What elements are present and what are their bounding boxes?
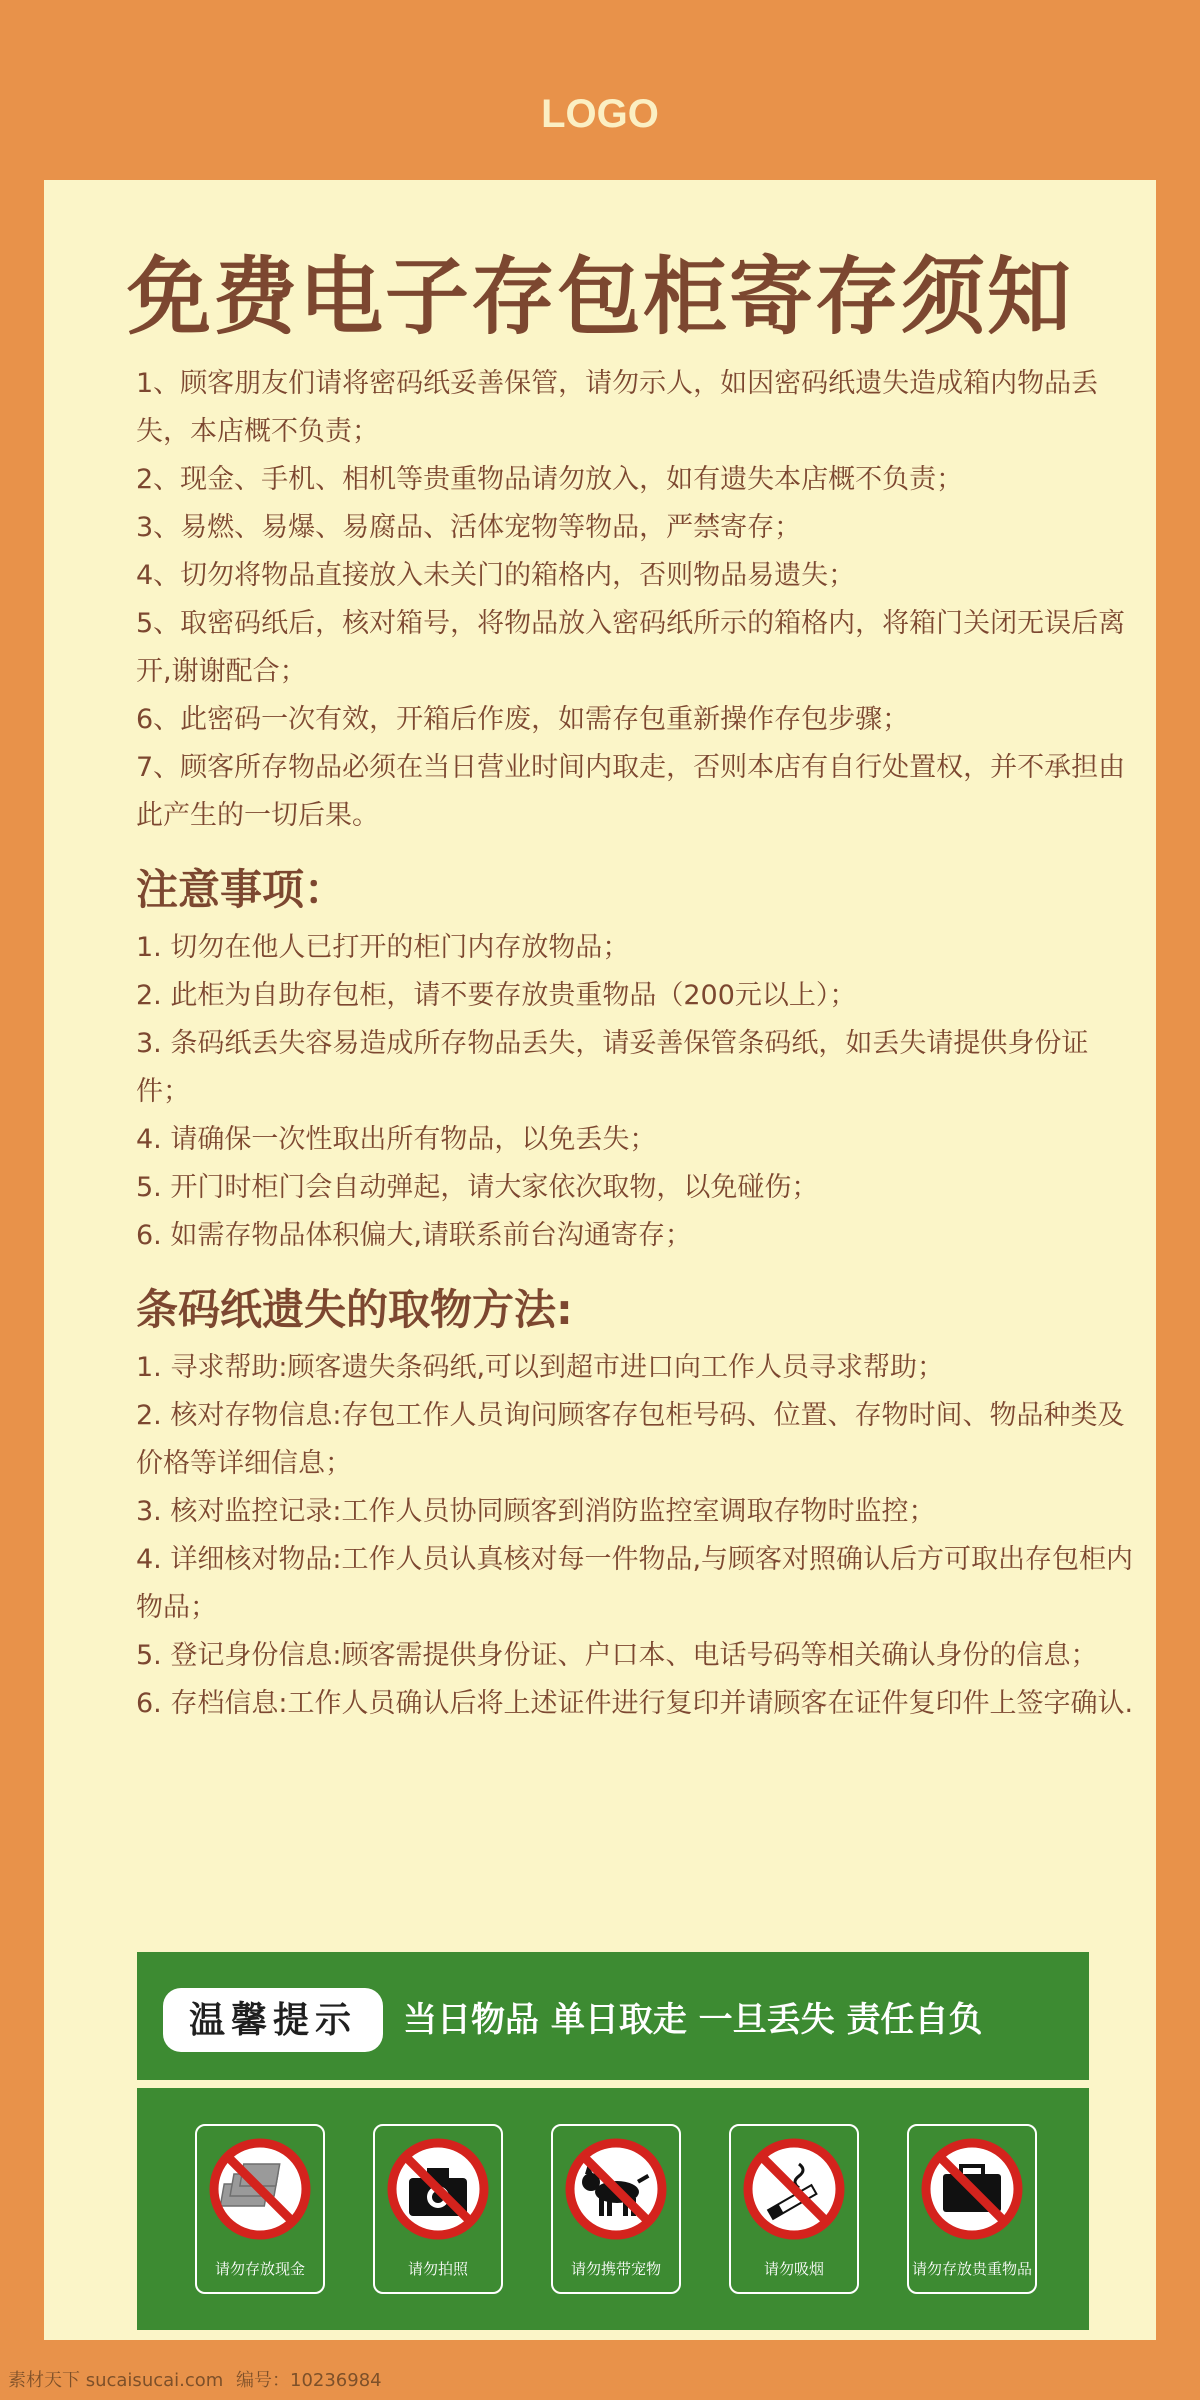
method-item: 3. 核对监控记录:工作人员协同顾客到消防监控室调取存物时监控； [136,1496,936,1527]
divider [137,2080,1089,2088]
notice-item: 4. 请确保一次性取出所有物品，以免丢失； [136,1124,657,1155]
rule-item: 7、顾客所存物品必须在当日营业时间内取走，否则本店有自行处置权，并不承担由此产生的一切后果。 [136,752,1126,831]
icon-label: 请勿吸烟 [763,2260,824,2278]
notice-item: 2. 此柜为自助存包柜，请不要存放贵重物品（200元以上）； [136,980,857,1011]
prohibition-icons [137,2088,1089,2330]
method-item: 2. 核对存物信息:存包工作人员询问顾客存包柜号码、位置、存物时间、物品种类及价格等详细信息； [136,1400,1125,1479]
rule-item: 4、切勿将物品直接放入未关门的箱格内，否则物品易遗失； [136,560,856,591]
icon-card-no-pets [551,2124,681,2294]
watermark-id: 编号：10236984 [236,2370,382,2391]
notice-panel [44,180,1156,2340]
method-item: 1. 寻求帮助:顾客遗失条码纸,可以到超市进口向工作人员寻求帮助； [136,1352,945,1383]
tip-text: 当日物品 单日取走 一旦丢失 责任自负 [403,2000,983,2040]
tip-row [137,1952,1089,2080]
method-item: 6. 存档信息:工作人员确认后将上述证件进行复印并请顾客在证件复印件上签字确认. [136,1688,1134,1719]
rule-item: 6、此密码一次有效，开箱后作废，如需存包重新操作存包步骤； [136,704,910,735]
logo: LOGO [541,92,659,136]
rule-item: 3、易燃、易爆、易腐品、活体宠物等物品，严禁寄存； [136,512,802,543]
no-valuables-icon [917,2134,1027,2244]
icon-label: 请勿拍照 [407,2260,468,2278]
no-camera-icon [383,2134,493,2244]
no-cash-icon [205,2134,315,2244]
notice-heading: 注意事项： [136,865,347,914]
no-pets-icon [561,2134,671,2244]
icon-card-no-smoking [729,2124,859,2294]
notice-item: 5. 开门时柜门会自动弹起，请大家依次取物，以免碰伤； [136,1172,819,1203]
rule-item: 2、现金、手机、相机等贵重物品请勿放入，如有遗失本店概不负责； [136,464,964,495]
icon-card-no-camera [373,2124,503,2294]
method-item: 4. 详细核对物品:工作人员认真核对每一件物品,与顾客对照确认后方可取出存包柜内物品； [136,1544,1134,1623]
methods-list [136,1344,1136,1728]
icon-card-no-valuables [907,2124,1037,2294]
watermark-site: 素材天下 sucaisucai.com [8,2370,224,2391]
icon-label: 请勿存放贵重物品 [911,2260,1032,2278]
icon-label: 请勿携带宠物 [570,2260,661,2278]
icon-card-no-cash [195,2124,325,2294]
rules-list [136,360,1136,840]
page-title: 免费电子存包柜寄存须知 [126,248,1073,346]
method-heading: 条码纸遗失的取物方法: [136,1285,573,1334]
method-item: 5. 登记身份信息:顾客需提供身份证、户口本、电话号码等相关确认身份的信息； [136,1640,1098,1671]
rule-item: 5、取密码纸后，核对箱号，将物品放入密码纸所示的箱格内，将箱门关闭无误后离开,谢谢配合； [136,608,1126,687]
notice-content [136,360,1136,1728]
no-smoking-icon [739,2134,849,2244]
notice-item: 6. 如需存物品体积偏大,请联系前台沟通寄存； [136,1220,692,1251]
notices-list [136,924,1136,1260]
icon-label: 请勿存放现金 [214,2260,305,2278]
rule-item: 1、顾客朋友们请将密码纸妥善保管，请勿示人，如因密码纸遗失造成箱内物品丢失，本店概不负责； [136,368,1099,447]
tip-box [137,1952,1089,2330]
notice-item: 3. 条码纸丢失容易造成所存物品丢失，请妥善保管条码纸，如丢失请提供身份证件； [136,1028,1089,1107]
notice-item: 1. 切勿在他人已打开的柜门内存放物品； [136,932,630,963]
tip-badge: 温馨提示 [163,1988,383,2052]
